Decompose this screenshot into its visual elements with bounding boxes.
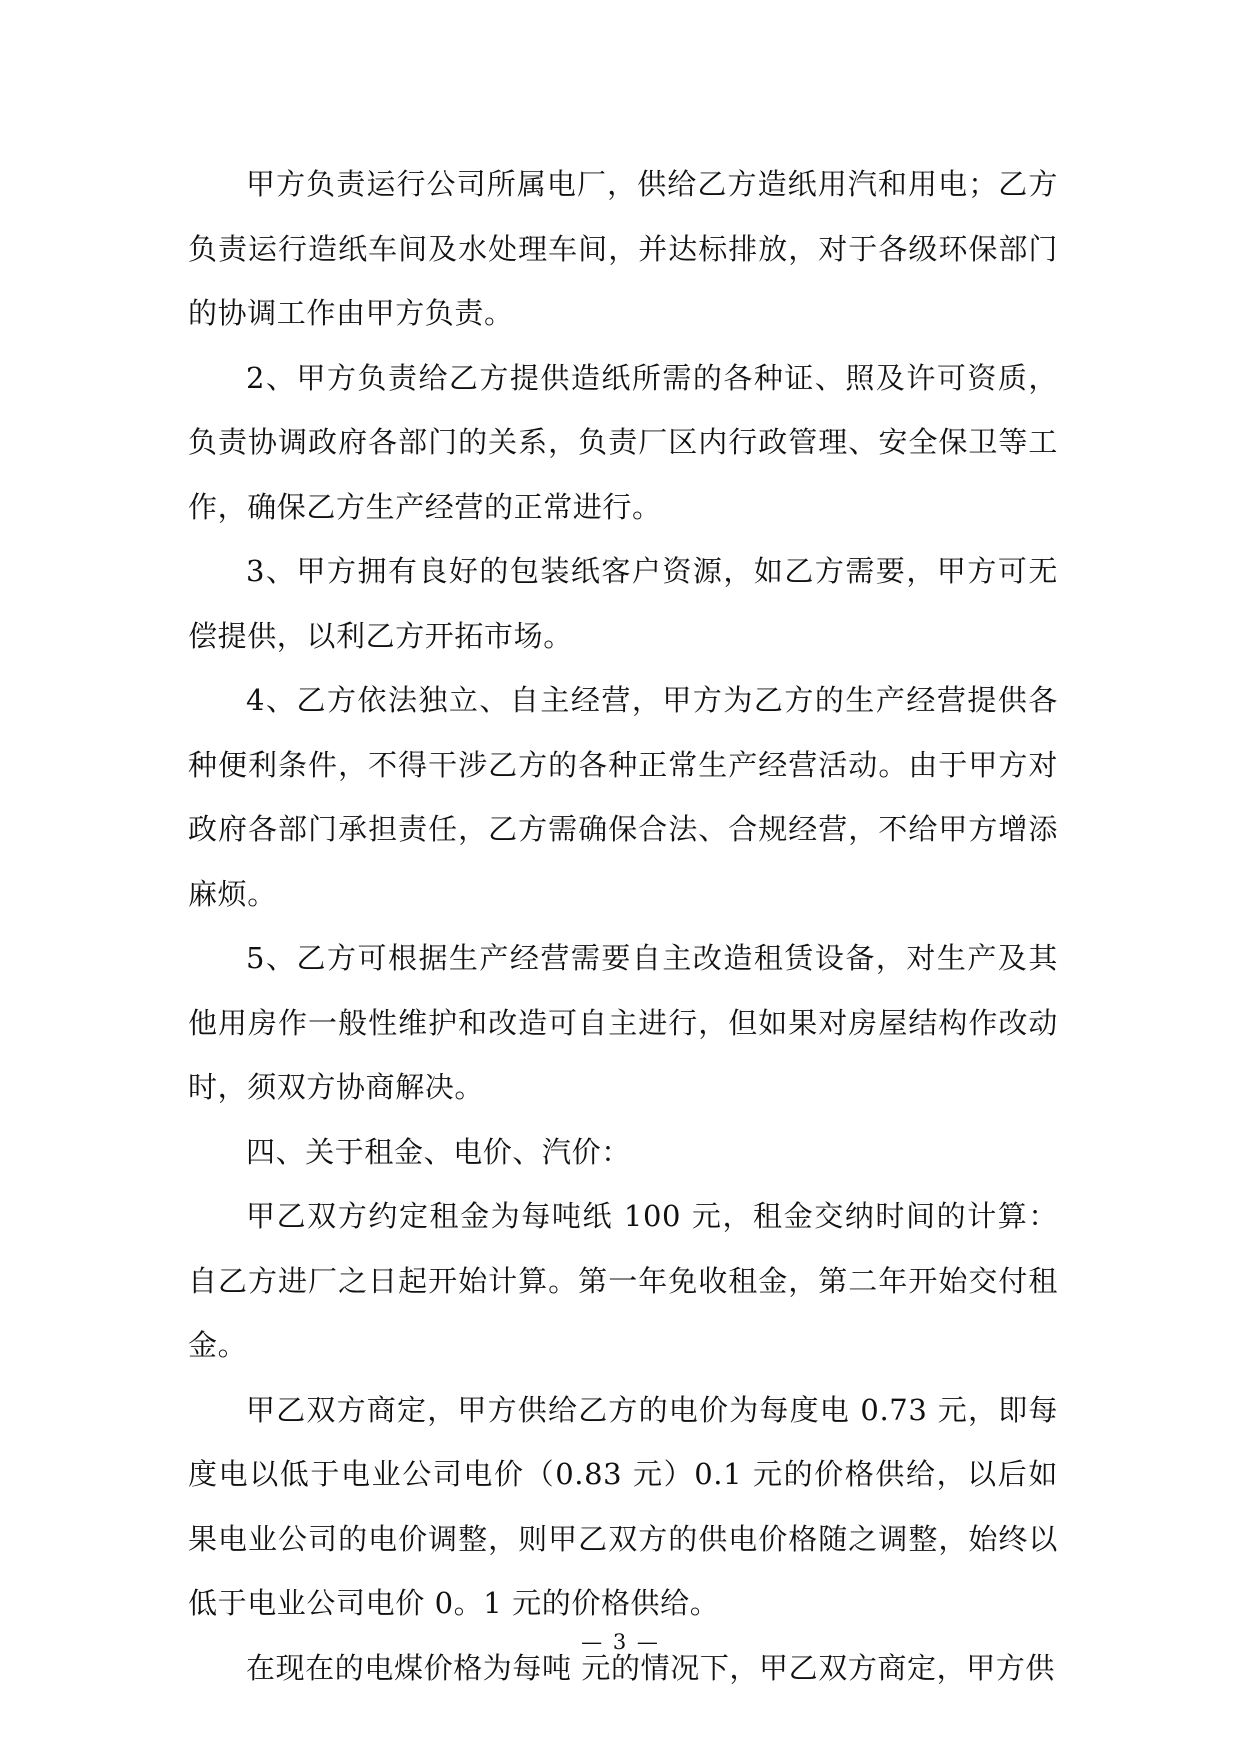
paragraph-clause-5: 5、乙方可根据生产经营需要自主改造租赁设备，对生产及其他用房作一般性维护和改造可自主进行，但如果对房屋结构作改动时，须双方协商解决。 [188,941,1058,1104]
paragraph-steam-price: 在现在的电煤价格为每吨 元的情况下，甲乙双方商定，甲方供 [246,1650,1056,1685]
paragraph-clause-4: 4、乙方依法独立、自主经营，甲方为乙方的生产经营提供各种便利条件，不得干涉乙方的各种正常生产经营活动。由于甲方对政府各部门承担责任，乙方需确保合法、合规经营，不给甲方增添麻烦。 [188,683,1058,911]
section-heading-rent-prices: 四、关于租金、电价、汽价： [246,1134,631,1169]
paragraph-clause-2: 2、甲方负责给乙方提供造纸所需的各种证、照及许可资质，负责协调政府各部门的关系，负责厂区内行政管理、安全保卫等工作，确保乙方生产经营的正常进行。 [188,360,1058,524]
paragraph-clause-3: 3、甲方拥有良好的包装纸客户资源，如乙方需要，甲方可无偿提供，以利乙方开拓市场。 [188,554,1058,653]
paragraph-electricity-price: 甲乙双方商定，甲方供给乙方的电价为每度电 0.73 元，即每度电以低于电业公司电价（0.83 元）0.1 元的价格供给，以后如果电业公司的电价调整，则甲乙双方的供电价格随之调整，始终以低于电业公司电价 0。1 元的价格供给。 [188,1392,1058,1620]
page-number: — 3 — [581,1630,660,1654]
paragraph-rent: 甲乙双方约定租金为每吨纸 100 元，租金交纳时间的计算：自乙方进厂之日起开始计算。第一年免收租金，第二年开始交付租金。 [188,1199,1058,1362]
document-body [188,152,1058,1700]
paragraph-responsibilities: 甲方负责运行公司所属电厂，供给乙方造纸用汽和用电；乙方负责运行造纸车间及水处理车间，并达标排放，对于各级环保部门的协调工作由甲方负责。 [188,167,1058,330]
